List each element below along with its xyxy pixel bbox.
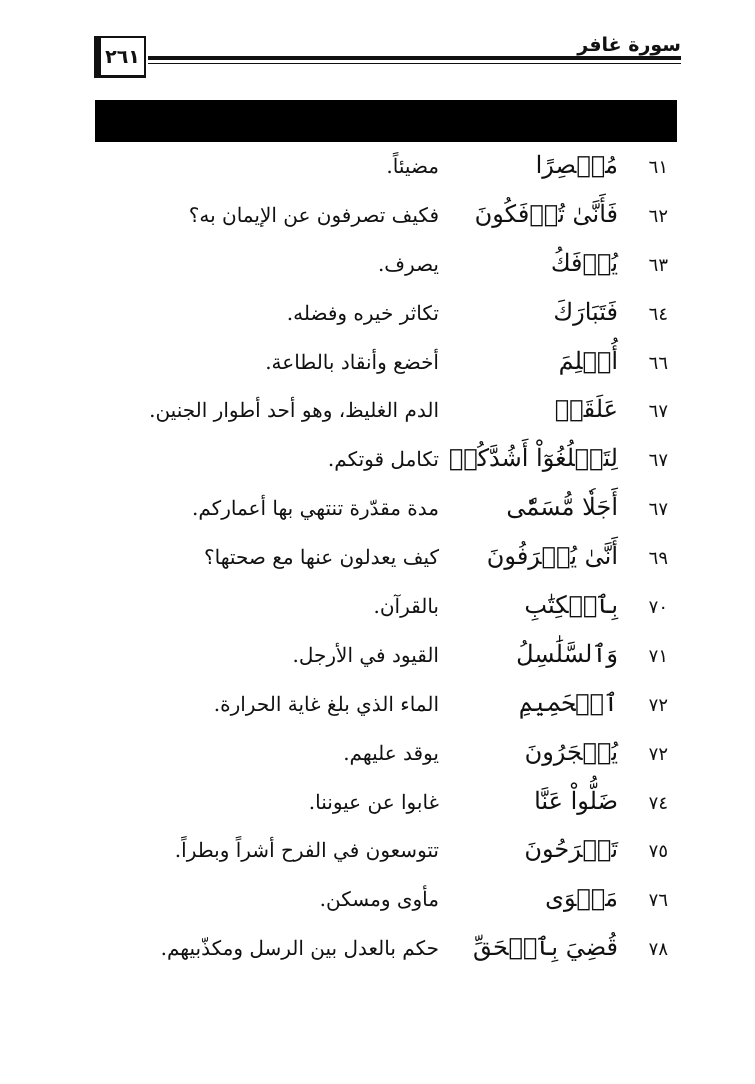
quran-word: ٱلۡحَمِيمِ [518,688,618,717]
verse-number: ٧٤ [648,792,668,814]
list-item [0,194,755,243]
word-meaning: مضيئاً. [386,154,439,178]
word-meaning: القيود في الأرجل. [292,642,439,667]
verse-number: ٦٢ [648,205,668,227]
header-rule [148,56,681,64]
list-item [0,781,755,830]
word-meaning: فكيف تصرفون عن الإيمان به؟ [188,202,439,227]
quran-word: أَنَّىٰ يُصۡرَفُونَ [486,542,618,571]
list-item [0,145,755,194]
list-item [0,536,755,585]
list-item [0,634,755,683]
verse-number: ٧٢ [648,694,668,716]
verse-number: ٦٣ [648,254,668,276]
list-item [0,683,755,732]
word-meaning: كيف يعدلون عنها مع صحتها؟ [203,545,439,570]
word-meaning: تكاثر خيره وفضله. [286,300,439,325]
quran-word: أُسۡلِمَ [558,346,618,375]
quran-word: ضَلُّواْ عَنَّا [534,786,618,815]
quran-word: فَتَبَارَكَ [553,297,618,326]
list-item [0,389,755,438]
list-item [0,487,755,536]
verse-number: ٦٧ [648,499,668,521]
list-item [0,341,755,390]
verse-number: ٦٦ [648,352,668,374]
page-number: ٢٦١ [105,45,140,68]
list-item [0,732,755,781]
word-meaning: تكامل قوتكم. [327,447,439,472]
word-meaning: الماء الذي بلغ غاية الحرارة. [213,691,439,716]
verse-number: ٧٦ [648,890,668,912]
list-item [0,438,755,487]
verse-number: ٦١ [648,157,668,178]
verse-number: ٦٧ [648,401,668,423]
word-meaning: غابوا عن عيوننا. [308,789,439,814]
word-meaning: الدم الغليظ، وهو أحد أطوار الجنين. [149,398,439,423]
vocabulary-list [0,145,755,976]
surah-title: سورة غافر [577,34,681,56]
quran-word: يُسۡجَرُونَ [524,737,618,766]
quran-word: مُبۡصِرًا [535,151,618,179]
header-rule-thin [148,63,681,64]
verse-number: ٧٨ [648,939,668,961]
quran-word: قُضِيَ بِٱلۡحَقِّ [473,933,618,962]
verse-number: ٧٥ [648,841,668,863]
verse-number: ٦٤ [648,303,668,325]
list-item [0,292,755,341]
verse-number: ٧١ [648,645,668,667]
quran-word: تَمۡرَحُونَ [524,835,618,864]
word-meaning: مدة مقدّرة تنتهي بها أعماركم. [192,496,439,521]
quran-word: مَثۡوَى [545,884,618,913]
list-item [0,829,755,878]
verse-number: ٦٧ [648,450,668,472]
list-item [0,243,755,292]
list-item [0,927,755,976]
word-meaning: تتوسعون في الفرح أشراً وبطراً. [174,838,439,863]
word-meaning: يوقد عليهم. [343,740,439,765]
header-rule-thick [148,56,681,60]
quran-word: فَأَنَّىٰ تُؤۡفَكُونَ [474,199,618,228]
word-meaning: بالقرآن. [373,594,439,619]
quran-word: يُؤۡفَكُ [550,248,618,277]
list-item [0,878,755,927]
quran-word: عَلَقَةٖ [554,395,618,424]
word-meaning: يصرف. [377,251,439,276]
word-meaning: أخضع وأنقاد بالطاعة. [265,349,439,374]
section-banner [95,100,677,142]
verse-number: ٧٢ [648,743,668,765]
word-meaning: مأوى ومسكن. [319,887,439,912]
quran-word: بِٱلۡكِتَٰبِ [524,591,618,620]
quran-word: وَٱلسَّلَٰسِلُ [516,639,618,668]
quran-word: لِتَبۡلُغُوٓاْ أَشُدَّكُمۡ [448,444,618,473]
quran-word: أَجَلٗا مُّسَمّٗى [506,493,618,522]
page-number-box [94,36,146,78]
word-meaning: حكم بالعدل بين الرسل ومكذّبيهم. [160,936,439,961]
verse-number: ٦٩ [648,548,668,570]
verse-number: ٧٠ [648,597,668,619]
list-item [0,585,755,634]
